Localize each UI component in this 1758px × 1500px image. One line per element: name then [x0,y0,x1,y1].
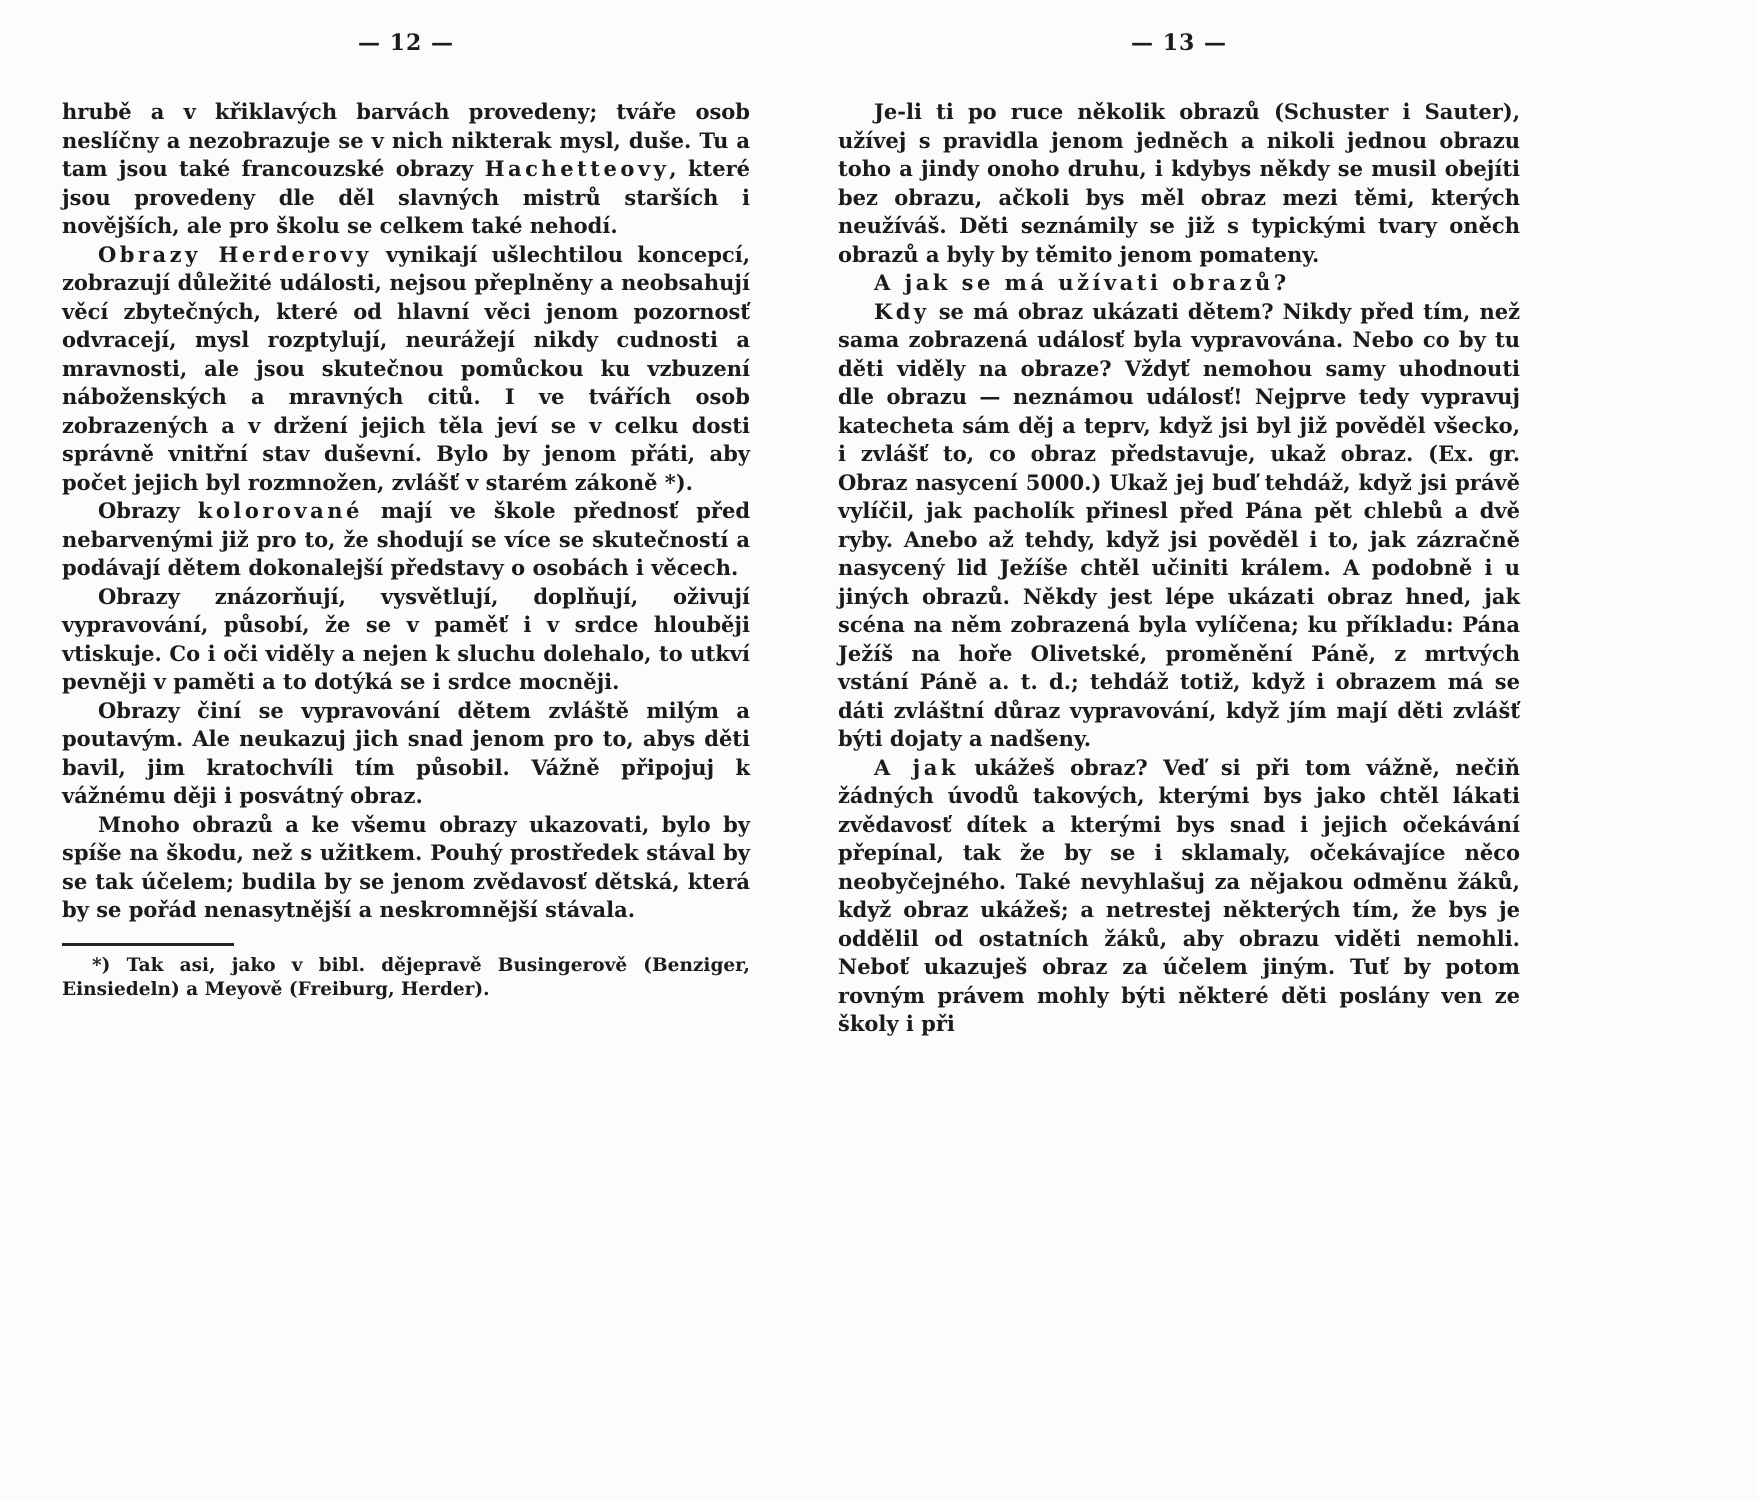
spaced-text-segment: A jak [874,754,959,780]
text-segment: Obrazy činí se vypravování dětem zvláště milým a poutavým. Ale neukazuj jich snad jenom pro to, abys děti bavil, jim kratochvíli tím působil. Vážně připojuj k vážnému ději i posvátný obraz. [62,697,750,808]
paragraph [62,497,750,583]
spaced-text-segment: kolorované [197,498,363,523]
page-12 [62,30,750,1003]
spaced-text-segment: Kdy [874,298,930,324]
spaced-text-segment: Hachetteovy [484,156,670,181]
text-segment: Obrazy znázorňují, vysvětlují, doplňují, oživují vypravování, působí, že se v paměť i v srdce hlouběji vtiskuje. Co i oči viděly a nejen k sluchu dolehalo, to utkví pevněji v paměti a to dotýká se i srdce mocněji. [62,583,750,694]
paragraph [838,298,1520,754]
page-number-right: — 13 — [1131,30,1227,56]
footnote-rule [62,943,234,946]
paragraph [838,98,1520,269]
paragraph [62,241,750,498]
text-segment: se má obraz ukázati dětem? Nikdy před tím, než sama zobrazená událosť byla vypravována. Nebo co by tu děti viděly na obraze? Vždyť nemohou samy uhodnouti dle obrazu — neznámou událosť! Nejprve tedy vypravuj katecheta sám děj a teprv, když jsi byl již pověděl všecko, i zvlášť to, co obraz představuje, ukaž obraz. (Ex. gr. Obraz nasycení 5000.) Ukaž jej buď tehdáž, když jsi právě vylíčil, jak pacholík přinesl před Pána pět chlebů a dvě ryby. Anebo až tehdy, když jsi pověděl i to, jak zázračně nasycený lid Ježíše chtěl učiniti králem. A podobně i u jiných obrazů. Někdy jest lépe ukázati obraz hned, jak scéna na něm zobrazená byla vylíčena; ku příkladu: Pána Ježíš na hoře Olivetské, proměnění Páně, z mrtvých vstání Páně a. t. d.; tehdáž totiž, když i obrazem má se dáti zvláštní důraz vypravování, když jím mají děti zvlášť býti dojaty a nadšeny. [838,298,1520,751]
paragraph [62,811,750,925]
text-segment: Obrazy [98,498,198,523]
text-segment: , které jsou provedeny dle děl slavných mistrů starších i novějších, ale pro školu se celkem také nehodí. [62,156,750,238]
paragraph [838,754,1520,1039]
paragraph [62,697,750,811]
spaced-text-segment: A jak se má užívati obrazů? [874,270,1290,295]
spaced-text-segment: Obrazy Herderovy [98,241,372,267]
text-segment: hrubě a v křiklavých barvách provedeny; tváře osob neslíčny a nezobrazuje se v nich nikterak mysl, duše. Tu a tam jsou také francouzské obrazy [62,99,750,181]
footnote-block [62,943,750,1003]
paragraph [62,583,750,697]
text-segment: vynikají ušlechtilou koncepcí, zobrazují důležité události, nejsou přeplněny a neobsahují věcí zbytečných, které od hlavní věci jenom pozornosť odvracejí, mysl rozptylují, neurážejí nikdy cudnosti a mravnosti, ale jsou skutečnou pomůckou ku vzbuzení náboženských a mravných citů. I ve tvářích osob zobrazených a v držení jejich těla jeví se v celku dosti správně vnitřní stav duševní. Bylo by jenom přáti, aby počet jejich byl rozmnožen, zvlášť v starém zákoně *). [62,241,751,495]
text-segment: Je-li ti po ruce několik obrazů (Schuster i Sauter), užívej s pravidla jenom jedněch a nikoli jednou obrazu toho a jindy onoho druhu, i kdybys někdy se musil obejíti bez obrazu, ačkoli bys měl obraz mezi těmi, kterých neužíváš. Děti seznámily se již s typickými tvary oněch obrazů a byly by těmito jenom pomateny. [838,99,1520,267]
paragraph [62,98,750,241]
page-number-left: — 12 — [358,30,454,56]
section-heading [838,269,1520,298]
page-13 [838,30,1520,1039]
text-segment: mají ve škole přednosť před nebarvenými již pro to, že shodují se více se skutečností a podávají dětem dokonalejší představy o osobách i věcech. [62,498,750,580]
footnote-text: *) Tak asi, jako v bibl. dějepravě Busingerově (Benziger, Einsiedeln) a Meyově (Freiburg, Herder). [62,954,750,1000]
text-segment: ukážeš obraz? Veď si při tom vážně, nečiň žádných úvodů takových, kterými bys jako chtěl lákati zvědavosť dítek a kterými bys snad i jejich očekávání přepínal, tak že by se i sklamaly, očekávajíce něco neobyčejného. Také nevyhlašuj za nějakou odměnu žáků, když obraz ukážeš; a netrestej některých tím, že bys je oddělil od ostatních žáků, aby obrazu viděti nemohli. Neboť ukazuješ obraz za účelem jiným. Tuť by potom rovným právem mohly býti některé děti poslány ven ze školy i při [838,754,1520,1036]
text-segment: Mnoho obrazů a ke všemu obrazy ukazovati, bylo by spíše na škodu, než s užitkem. Pouhý prostředek stával by se tak účelem; budila by se jenom zvědavosť dětská, která by se pořád nenasytnější a neskromnější stávala. [62,811,750,922]
